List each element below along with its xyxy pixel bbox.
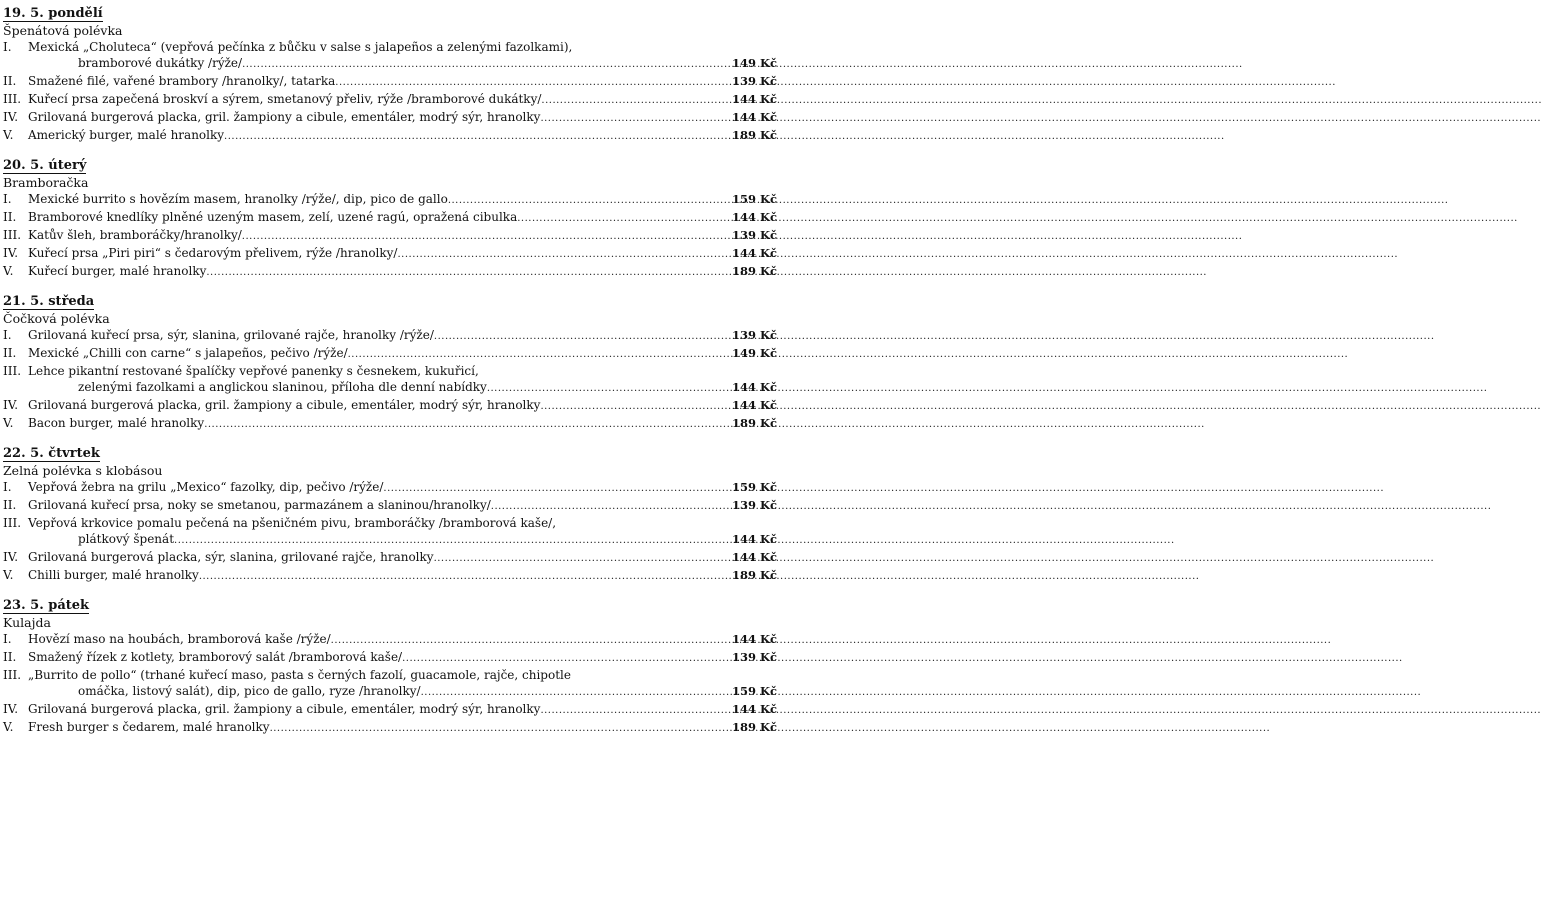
item-description: Lehce pikantní restované špalíčky vepřové panenky s česnekem, kukuřicí, bbox=[28, 364, 479, 378]
item-number: III. bbox=[3, 516, 22, 530]
menu-item bbox=[3, 227, 777, 245]
item-price: 189 Kč bbox=[731, 416, 777, 430]
weekly-menu bbox=[0, 0, 783, 737]
item-line bbox=[28, 245, 777, 263]
item-description: Grilovaná burgerová placka, gril. žampiony a cibule, ementáler, modrý sýr, hranolky bbox=[28, 398, 541, 412]
item-description: Smažený řízek z kotlety, bramborový salát /bramborová kaše/ bbox=[28, 650, 403, 664]
item-description: Smažené filé, vařené brambory /hranolky/, tatarka bbox=[28, 74, 336, 88]
item-body bbox=[28, 497, 777, 515]
item-line bbox=[28, 327, 777, 345]
item-line bbox=[28, 415, 777, 433]
item-number: III. bbox=[3, 228, 22, 242]
menu-item bbox=[3, 701, 777, 719]
item-number: V. bbox=[3, 128, 14, 142]
item-number: I. bbox=[3, 192, 12, 206]
item-body bbox=[28, 91, 777, 109]
item-price: 139 Kč bbox=[731, 650, 777, 664]
item-number: IV. bbox=[3, 398, 19, 412]
item-description: „Burrito de pollo“ (trhané kuřecí maso, pasta s černých fazolí, guacamole, rajče, chipotle bbox=[28, 668, 571, 682]
dot-leader bbox=[397, 247, 732, 263]
item-line bbox=[28, 683, 777, 701]
item-price: 144 Kč bbox=[731, 246, 777, 260]
item-description: Kuřecí prsa „Piri piri“ s čedarovým přelivem, rýže /hranolky/ bbox=[28, 246, 398, 260]
day-title: 22. 5. čtvrtek bbox=[3, 446, 100, 461]
menu-item bbox=[3, 91, 777, 109]
item-body bbox=[28, 479, 777, 497]
item-body bbox=[28, 109, 777, 127]
day-section bbox=[3, 442, 777, 585]
item-price: 159 Kč bbox=[731, 480, 777, 494]
item-description: Fresh burger s čedarem, malé hranolky bbox=[28, 720, 270, 734]
item-price: 189 Kč bbox=[731, 568, 777, 582]
menu-item bbox=[3, 397, 777, 415]
dot-leader bbox=[348, 347, 732, 363]
item-description: Chilli burger, malé hranolky bbox=[28, 568, 199, 582]
dot-leader bbox=[517, 211, 732, 227]
item-body bbox=[28, 397, 777, 415]
item-line bbox=[28, 479, 777, 497]
item-description: Bacon burger, malé hranolky bbox=[28, 416, 205, 430]
item-line bbox=[28, 567, 777, 585]
item-number: I. bbox=[3, 632, 12, 646]
item-number: IV. bbox=[3, 702, 19, 716]
menu-item bbox=[3, 479, 777, 497]
dot-leader bbox=[224, 129, 732, 145]
soup-of-the-day: Čočková polévka bbox=[3, 311, 110, 326]
dot-leader bbox=[434, 551, 732, 567]
dot-leader bbox=[540, 703, 732, 719]
dot-leader bbox=[242, 57, 732, 73]
item-number: II. bbox=[3, 498, 17, 512]
menu-item bbox=[3, 209, 777, 227]
soup-of-the-day: Zelná polévka s klobásou bbox=[3, 463, 163, 478]
item-line bbox=[28, 515, 777, 531]
item-description: Grilovaná burgerová placka, sýr, slanina, grilované rajče, hranolky bbox=[28, 550, 434, 564]
item-price: 144 Kč bbox=[731, 210, 777, 224]
item-body bbox=[28, 245, 777, 263]
item-description: bramborové dukátky /rýže/ bbox=[78, 56, 243, 70]
item-body bbox=[28, 127, 777, 145]
menu-item bbox=[3, 327, 777, 345]
item-line bbox=[28, 719, 777, 737]
item-body bbox=[28, 39, 777, 73]
dot-leader bbox=[199, 569, 732, 585]
menu-item bbox=[3, 631, 777, 649]
item-body bbox=[28, 191, 777, 209]
item-line bbox=[28, 91, 777, 109]
item-line bbox=[28, 397, 777, 415]
item-price: 189 Kč bbox=[731, 128, 777, 142]
menu-item bbox=[3, 415, 777, 433]
item-description: Grilovaná burgerová placka, gril. žampiony a cibule, ementáler, modrý sýr, hranolky bbox=[28, 702, 541, 716]
item-price: 159 Kč bbox=[731, 684, 777, 698]
item-price: 144 Kč bbox=[731, 92, 777, 106]
item-price: 139 Kč bbox=[731, 228, 777, 242]
item-description: Mexická „Choluteca“ (vepřová pečínka z bůčku v salse s jalapeños a zelenými fazolkami), bbox=[28, 40, 573, 54]
item-description: zelenými fazolkami a anglickou slaninou, příloha dle denní nabídky bbox=[78, 380, 487, 394]
item-body bbox=[28, 73, 777, 91]
item-description: Kuřecí prsa zapečená broskví a sýrem, smetanový přeliv, rýže /bramborové dukátky/ bbox=[28, 92, 542, 106]
menu-item bbox=[3, 667, 777, 701]
item-line bbox=[28, 549, 777, 567]
item-number: I. bbox=[3, 480, 12, 494]
dot-leader bbox=[335, 75, 732, 91]
item-price: 149 Kč bbox=[731, 346, 777, 360]
dot-leader bbox=[331, 633, 732, 649]
item-line bbox=[28, 701, 777, 719]
item-price: 149 Kč bbox=[731, 56, 777, 70]
item-line bbox=[28, 73, 777, 91]
day-title: 19. 5. pondělí bbox=[3, 6, 103, 21]
item-body bbox=[28, 549, 777, 567]
item-line bbox=[28, 263, 777, 281]
item-number: IV. bbox=[3, 246, 19, 260]
item-price: 144 Kč bbox=[731, 550, 777, 564]
item-number: IV. bbox=[3, 110, 19, 124]
item-number: IV. bbox=[3, 550, 19, 564]
dot-leader bbox=[434, 329, 732, 345]
dot-leader bbox=[242, 229, 732, 245]
dot-leader bbox=[204, 417, 732, 433]
dot-leader bbox=[487, 381, 732, 397]
menu-item bbox=[3, 549, 777, 567]
day-section bbox=[3, 594, 777, 737]
dot-leader bbox=[174, 533, 732, 549]
item-description: Vepřová žebra na grilu „Mexico“ fazolky, dip, pečivo /rýže/ bbox=[28, 480, 384, 494]
soup-of-the-day: Kulajda bbox=[3, 615, 51, 630]
item-body bbox=[28, 719, 777, 737]
item-description: Americký burger, malé hranolky bbox=[28, 128, 225, 142]
item-body bbox=[28, 363, 777, 397]
item-description: Kuřecí burger, malé hranolky bbox=[28, 264, 207, 278]
item-line bbox=[28, 363, 777, 379]
day-title: 21. 5. středa bbox=[3, 294, 95, 309]
item-number: II. bbox=[3, 650, 17, 664]
item-description: Mexické burrito s hovězím masem, hranolky /rýže/, dip, pico de gallo bbox=[28, 192, 448, 206]
item-number: V. bbox=[3, 416, 14, 430]
item-description: Grilovaná kuřecí prsa, noky se smetanou, parmazánem a slaninou/hranolky/ bbox=[28, 498, 491, 512]
item-line bbox=[28, 497, 777, 515]
dot-leader bbox=[270, 721, 732, 737]
item-description: Grilovaná kuřecí prsa, sýr, slanina, grilované rajče, hranolky /rýže/ bbox=[28, 328, 434, 342]
item-line bbox=[28, 379, 777, 397]
item-price: 139 Kč bbox=[731, 74, 777, 88]
item-description: Vepřová krkovice pomalu pečená na pšeničném pivu, bramboráčky /bramborová kaše/, bbox=[28, 516, 557, 530]
item-line bbox=[28, 39, 777, 55]
item-price: 144 Kč bbox=[731, 110, 777, 124]
item-body bbox=[28, 515, 777, 549]
item-description: Mexické „Chilli con carne“ s jalapeños, pečivo /rýže/ bbox=[28, 346, 348, 360]
dot-leader bbox=[421, 685, 732, 701]
item-number: II. bbox=[3, 346, 17, 360]
item-description: Katův šleh, bramboráčky/hranolky/ bbox=[28, 228, 242, 242]
item-body bbox=[28, 667, 777, 701]
item-number: II. bbox=[3, 210, 17, 224]
item-body bbox=[28, 327, 777, 345]
item-price: 189 Kč bbox=[731, 264, 777, 278]
item-line bbox=[28, 191, 777, 209]
soup-of-the-day: Špenátová polévka bbox=[3, 23, 123, 38]
item-number: V. bbox=[3, 720, 14, 734]
item-number: V. bbox=[3, 264, 14, 278]
dot-leader bbox=[448, 193, 732, 209]
menu-item bbox=[3, 109, 777, 127]
menu-item bbox=[3, 39, 777, 73]
item-line bbox=[28, 631, 777, 649]
item-line bbox=[28, 531, 777, 549]
item-number: III. bbox=[3, 364, 22, 378]
item-line bbox=[28, 209, 777, 227]
item-price: 139 Kč bbox=[731, 328, 777, 342]
menu-item bbox=[3, 263, 777, 281]
dot-leader bbox=[383, 481, 732, 497]
item-description: Hovězí maso na houbách, bramborová kaše /rýže/ bbox=[28, 632, 331, 646]
day-section bbox=[3, 154, 777, 281]
menu-item bbox=[3, 567, 777, 585]
item-line bbox=[28, 127, 777, 145]
item-body bbox=[28, 567, 777, 585]
item-number: I. bbox=[3, 40, 12, 54]
day-section bbox=[3, 2, 777, 145]
item-price: 144 Kč bbox=[731, 398, 777, 412]
menu-item bbox=[3, 515, 777, 549]
item-body bbox=[28, 209, 777, 227]
item-body bbox=[28, 631, 777, 649]
item-price: 189 Kč bbox=[731, 720, 777, 734]
dot-leader bbox=[206, 265, 732, 281]
soup-of-the-day: Bramboračka bbox=[3, 175, 89, 190]
item-line bbox=[28, 345, 777, 363]
dot-leader bbox=[540, 111, 732, 127]
item-body bbox=[28, 701, 777, 719]
item-body bbox=[28, 227, 777, 245]
item-line bbox=[28, 667, 777, 683]
item-number: II. bbox=[3, 74, 17, 88]
item-body bbox=[28, 263, 777, 281]
item-description: plátkový špenát bbox=[78, 532, 175, 546]
item-number: V. bbox=[3, 568, 14, 582]
dot-leader bbox=[540, 399, 732, 415]
menu-item bbox=[3, 345, 777, 363]
item-description: Grilovaná burgerová placka, gril. žampiony a cibule, ementáler, modrý sýr, hranolky bbox=[28, 110, 541, 124]
day-title: 23. 5. pátek bbox=[3, 598, 90, 613]
item-number: III. bbox=[3, 92, 22, 106]
dot-leader bbox=[541, 93, 732, 109]
item-line bbox=[28, 227, 777, 245]
item-number: III. bbox=[3, 668, 22, 682]
item-line bbox=[28, 649, 777, 667]
menu-item bbox=[3, 649, 777, 667]
dot-leader bbox=[402, 651, 732, 667]
item-description: Bramborové knedlíky plněné uzeným masem, zelí, uzené ragú, opražená cibulka bbox=[28, 210, 518, 224]
item-description: omáčka, listový salát), dip, pico de gallo, ryze /hranolky/ bbox=[78, 684, 421, 698]
menu-item bbox=[3, 497, 777, 515]
menu-item bbox=[3, 719, 777, 737]
item-line bbox=[28, 55, 777, 73]
item-body bbox=[28, 345, 777, 363]
menu-item bbox=[3, 127, 777, 145]
item-number: I. bbox=[3, 328, 12, 342]
item-price: 144 Kč bbox=[731, 380, 777, 394]
item-price: 159 Kč bbox=[731, 192, 777, 206]
item-price: 144 Kč bbox=[731, 632, 777, 646]
day-section bbox=[3, 290, 777, 433]
item-price: 139 Kč bbox=[731, 498, 777, 512]
day-title: 20. 5. úterý bbox=[3, 158, 87, 173]
menu-item bbox=[3, 363, 777, 397]
menu-item bbox=[3, 191, 777, 209]
item-price: 144 Kč bbox=[731, 532, 777, 546]
item-price: 144 Kč bbox=[731, 702, 777, 716]
dot-leader bbox=[491, 499, 732, 515]
item-line bbox=[28, 109, 777, 127]
menu-item bbox=[3, 245, 777, 263]
item-body bbox=[28, 649, 777, 667]
menu-item bbox=[3, 73, 777, 91]
item-body bbox=[28, 415, 777, 433]
